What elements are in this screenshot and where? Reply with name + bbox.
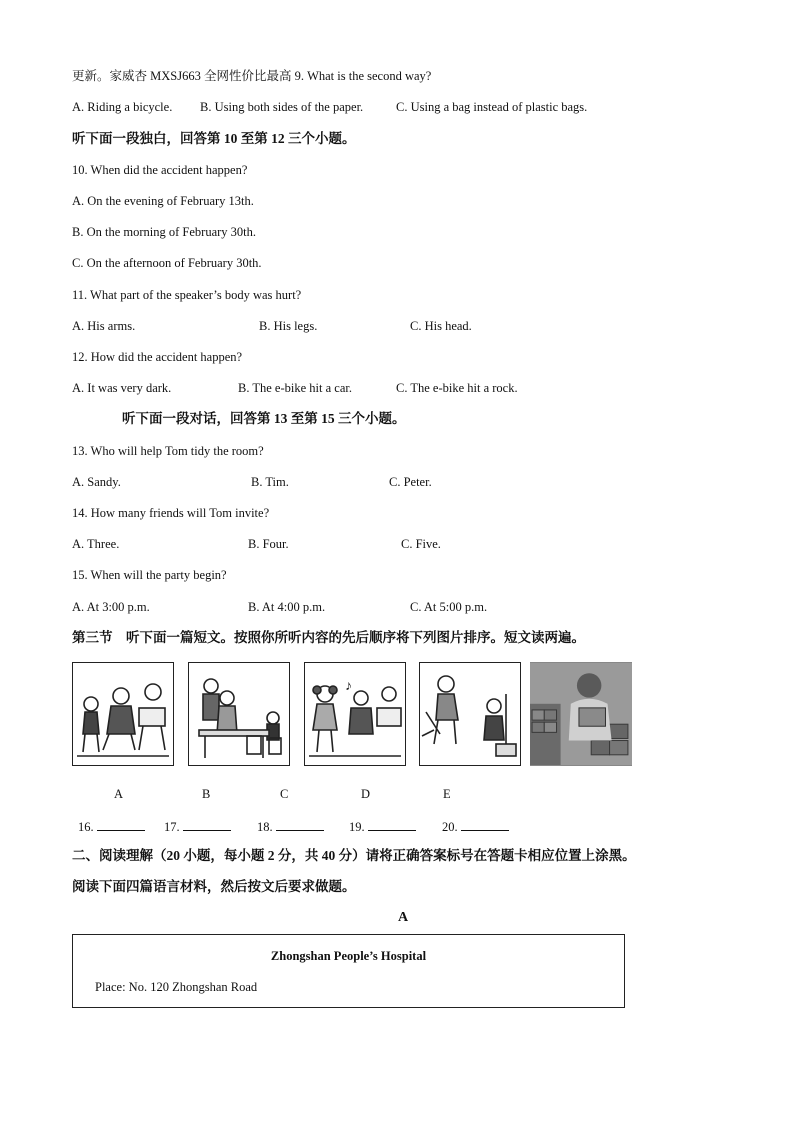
- kids-cleaning-illustration: [420, 663, 520, 765]
- q11-option-b: B. His legs.: [259, 319, 318, 333]
- section-three-heading: 第三节 听下面一篇短文。按照你所听内容的先后顺序将下列图片排序。短文读两遍。: [72, 630, 585, 645]
- answer-blank-20[interactable]: [442, 818, 509, 835]
- section-heading-10-12: 听下面一段独白，回答第 10 至第 12 三个小题。: [72, 131, 356, 146]
- picture-label-a: A: [114, 787, 124, 801]
- blank-number: 20.: [442, 820, 458, 834]
- q15-option-c: C. At 5:00 p.m.: [410, 600, 488, 614]
- picture-d: [419, 662, 521, 766]
- q13-option-c: C. Peter.: [389, 475, 432, 489]
- picture-label-d: D: [361, 787, 371, 801]
- picture-e: [530, 662, 632, 766]
- q15-option-b: B. At 4:00 p.m.: [248, 600, 326, 614]
- q13-option-b: B. Tim.: [251, 475, 289, 489]
- q9-option-c: C. Using a bag instead of plastic bags.: [396, 100, 588, 114]
- answer-blank-18[interactable]: [257, 818, 324, 835]
- picture-b: [188, 662, 290, 766]
- q12-option-c: C. The e-bike hit a rock.: [396, 381, 518, 395]
- picture-label-b: B: [202, 787, 211, 801]
- q14-option-a: A. Three.: [72, 537, 120, 551]
- hospital-place: Place: No. 120 Zhongshan Road: [95, 980, 258, 994]
- q9-option-a: A. Riding a bicycle.: [72, 100, 173, 114]
- q11-option-c: C. His head.: [410, 319, 472, 333]
- part-two-instruction: 阅读下面四篇语言材料，然后按文后要求做题。: [72, 879, 356, 894]
- q10-option-b: B. On the morning of February 30th.: [72, 225, 257, 239]
- q11-option-a: A. His arms.: [72, 319, 136, 333]
- blank-number: 17.: [164, 820, 180, 834]
- q10-option-c: C. On the afternoon of February 30th.: [72, 256, 262, 270]
- picture-label-e: E: [443, 787, 451, 801]
- q15-question: 15. When will the party begin?: [72, 568, 227, 582]
- q14-option-c: C. Five.: [401, 537, 441, 551]
- svg-text:♪: ♪: [345, 679, 352, 694]
- q10-option-a: A. On the evening of February 13th.: [72, 194, 254, 208]
- blank-number: 16.: [78, 820, 94, 834]
- q9-option-b: B. Using both sides of the paper.: [200, 100, 364, 114]
- section-heading-13-15: 听下面一段对话，回答第 13 至第 15 三个小题。: [122, 411, 406, 426]
- q11-question: 11. What part of the speaker’s body was hurt?: [72, 288, 302, 302]
- family-sitting-illustration: [73, 663, 173, 765]
- boy-building-blocks-photo: [530, 662, 632, 766]
- q14-option-b: B. Four.: [248, 537, 289, 551]
- blank-number: 19.: [349, 820, 365, 834]
- part-two-heading: 二、阅读理解（20 小题，每小题 2 分，共 40 分）请将正确答案标号在答题卡相应位置上涂黑。: [72, 848, 636, 863]
- q12-question: 12. How did the accident happen?: [72, 350, 243, 364]
- blank-number: 18.: [257, 820, 273, 834]
- girl-singing-illustration: [305, 663, 405, 765]
- q12-option-a: A. It was very dark.: [72, 381, 172, 395]
- q13-option-a: A. Sandy.: [72, 475, 121, 489]
- picture-c: [304, 662, 406, 766]
- q9-intro: 更新。家威杏 MXSJ663 全网性价比最高 9. What is the second way?: [72, 69, 432, 83]
- q14-question: 14. How many friends will Tom invite?: [72, 506, 270, 520]
- passage-label: A: [398, 910, 409, 925]
- hospital-notice-box: [72, 934, 625, 1008]
- family-dining-illustration: [189, 663, 289, 765]
- answer-blank-16[interactable]: [78, 818, 145, 835]
- q12-option-b: B. The e-bike hit a car.: [238, 381, 352, 395]
- hospital-title: Zhongshan People’s Hospital: [270, 949, 427, 963]
- answer-blank-19[interactable]: [349, 818, 416, 835]
- picture-label-c: C: [280, 787, 289, 801]
- picture-a: [72, 662, 174, 766]
- q13-question: 13. Who will help Tom tidy the room?: [72, 444, 264, 458]
- q15-option-a: A. At 3:00 p.m.: [72, 600, 150, 614]
- q10-question: 10. When did the accident happen?: [72, 163, 248, 177]
- answer-blank-17[interactable]: [164, 818, 231, 835]
